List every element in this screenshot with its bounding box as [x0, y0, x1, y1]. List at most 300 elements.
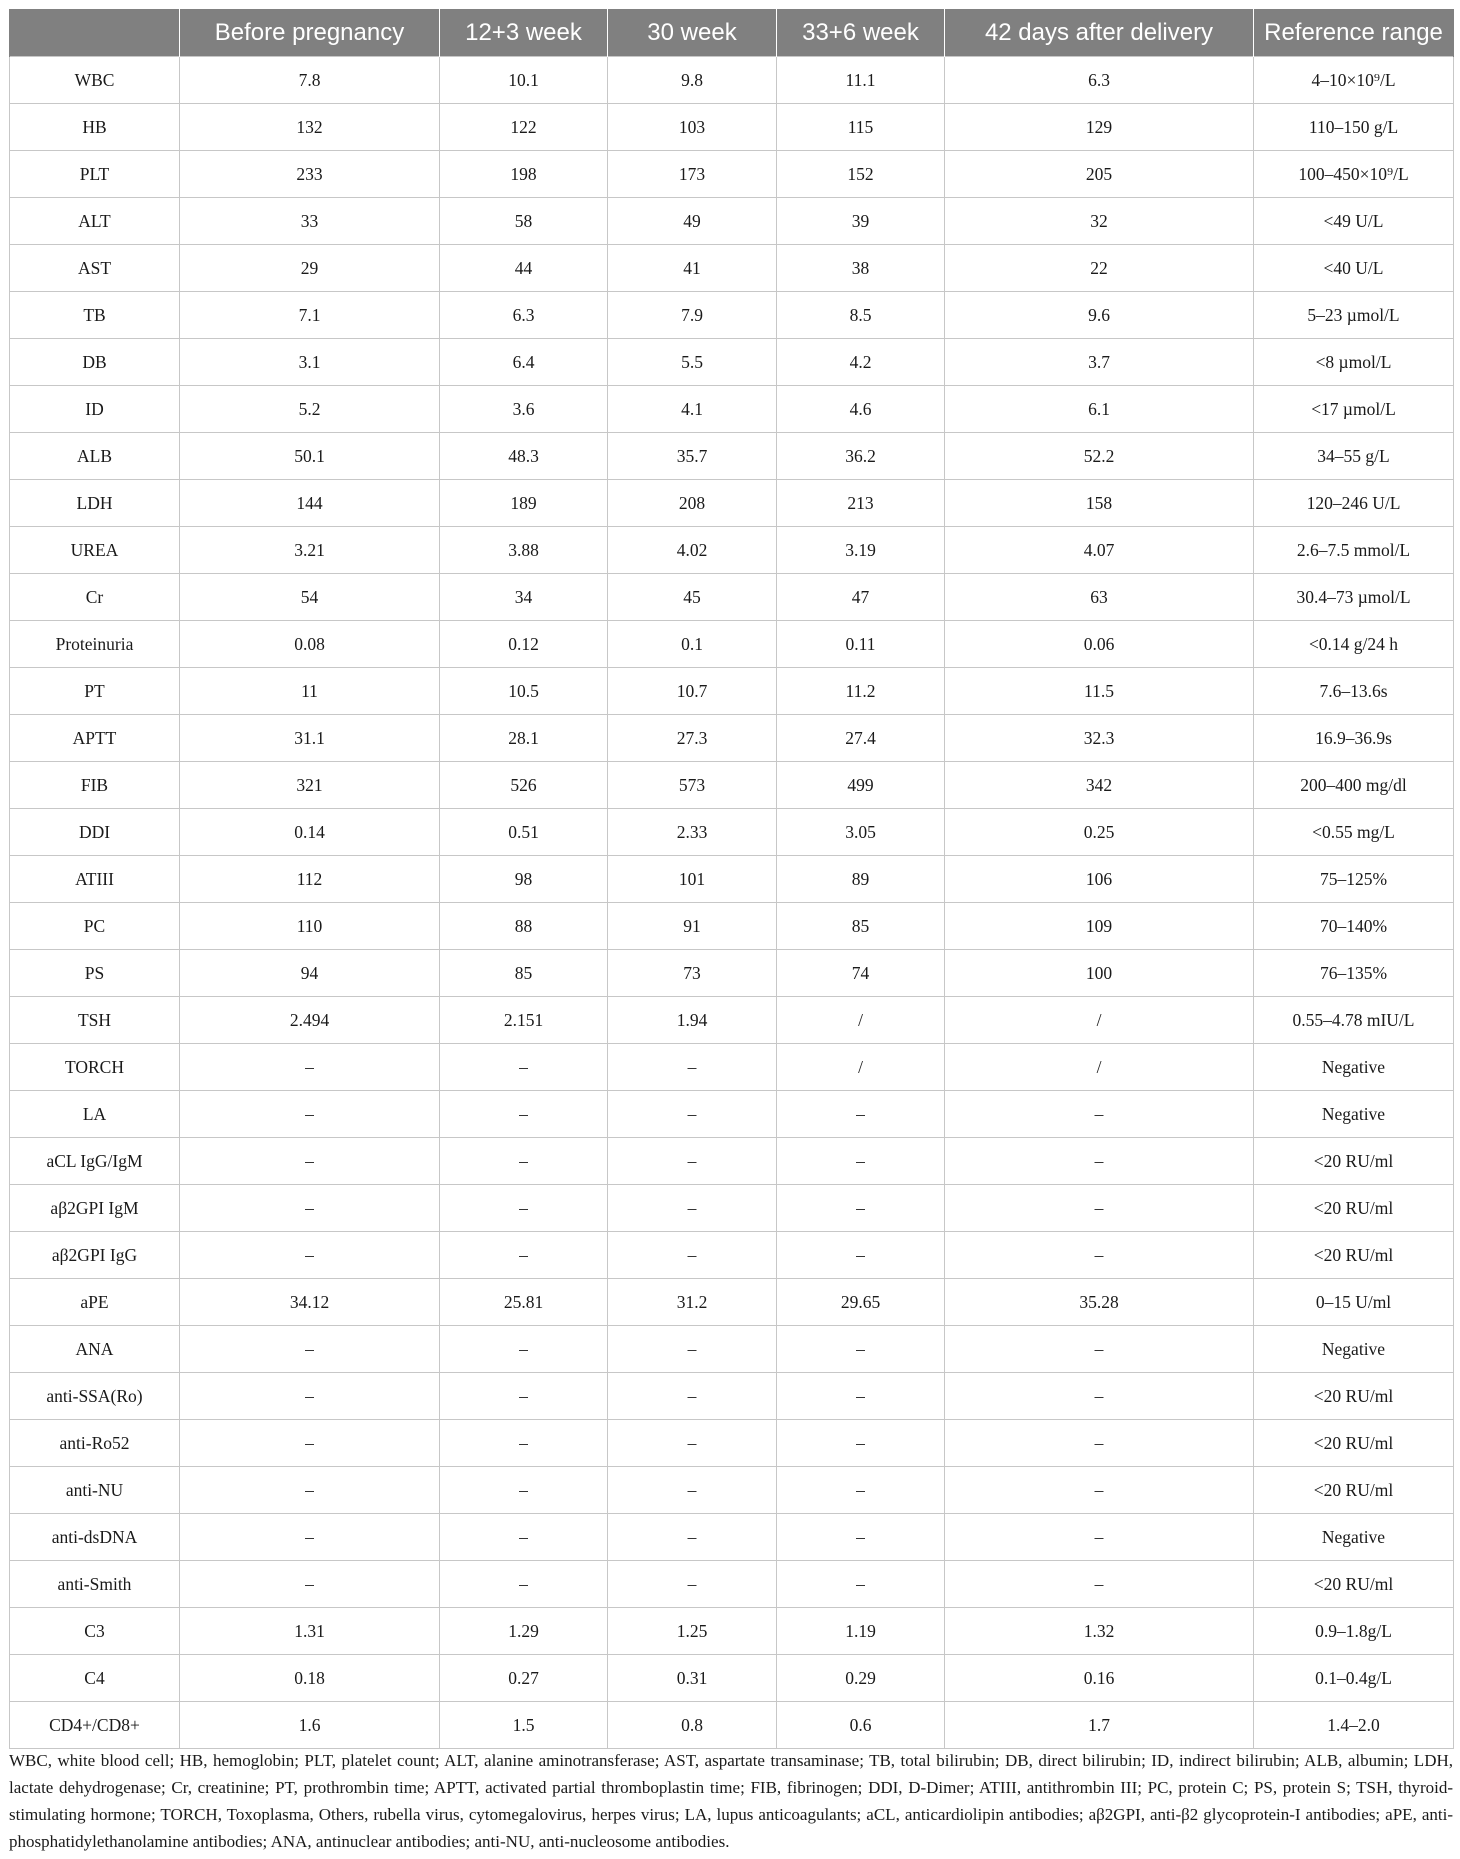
- table-row: [10, 1702, 1454, 1749]
- table-row: [10, 1514, 1454, 1561]
- value-cell: 4.07: [945, 527, 1254, 574]
- header-row: [10, 9, 1454, 57]
- value-cell: –: [777, 1326, 945, 1373]
- value-cell: 3.19: [777, 527, 945, 574]
- table-row: [10, 856, 1454, 903]
- value-cell: 103: [608, 104, 777, 151]
- reference-range-cell: 0.9–1.8g/L: [1254, 1608, 1454, 1655]
- value-cell: 89: [777, 856, 945, 903]
- table-row: [10, 1232, 1454, 1279]
- value-cell: –: [608, 1232, 777, 1279]
- row-label: Cr: [10, 574, 180, 621]
- table-row: [10, 903, 1454, 950]
- reference-range-cell: <20 RU/ml: [1254, 1138, 1454, 1185]
- reference-range-cell: 30.4–73 µmol/L: [1254, 574, 1454, 621]
- value-cell: 85: [777, 903, 945, 950]
- value-cell: –: [777, 1138, 945, 1185]
- value-cell: 33: [180, 198, 440, 245]
- value-cell: 25.81: [440, 1279, 608, 1326]
- value-cell: 0.08: [180, 621, 440, 668]
- value-cell: 1.6: [180, 1702, 440, 1749]
- table-body: [10, 57, 1454, 1749]
- value-cell: 0.8: [608, 1702, 777, 1749]
- value-cell: –: [777, 1420, 945, 1467]
- table-row: [10, 1138, 1454, 1185]
- reference-range-cell: <20 RU/ml: [1254, 1420, 1454, 1467]
- reference-range-cell: 200–400 mg/dl: [1254, 762, 1454, 809]
- value-cell: 4.1: [608, 386, 777, 433]
- column-header: 12+3 week: [440, 9, 608, 57]
- value-cell: –: [777, 1467, 945, 1514]
- row-label: anti-dsDNA: [10, 1514, 180, 1561]
- value-cell: 4.6: [777, 386, 945, 433]
- value-cell: 27.3: [608, 715, 777, 762]
- reference-range-cell: <49 U/L: [1254, 198, 1454, 245]
- value-cell: –: [180, 1373, 440, 1420]
- reference-range-cell: 0–15 U/ml: [1254, 1279, 1454, 1326]
- value-cell: /: [945, 997, 1254, 1044]
- value-cell: 63: [945, 574, 1254, 621]
- value-cell: –: [608, 1561, 777, 1608]
- row-label: ALB: [10, 433, 180, 480]
- table-row: [10, 1044, 1454, 1091]
- row-label: AST: [10, 245, 180, 292]
- value-cell: –: [608, 1420, 777, 1467]
- value-cell: 22: [945, 245, 1254, 292]
- value-cell: 0.06: [945, 621, 1254, 668]
- value-cell: 91: [608, 903, 777, 950]
- table-row: [10, 527, 1454, 574]
- value-cell: –: [440, 1091, 608, 1138]
- value-cell: –: [180, 1420, 440, 1467]
- value-cell: 129: [945, 104, 1254, 151]
- table-row: [10, 1326, 1454, 1373]
- value-cell: 0.29: [777, 1655, 945, 1702]
- value-cell: 35.7: [608, 433, 777, 480]
- value-cell: 10.5: [440, 668, 608, 715]
- table-row: [10, 433, 1454, 480]
- value-cell: –: [440, 1232, 608, 1279]
- table-row: [10, 386, 1454, 433]
- value-cell: 5.5: [608, 339, 777, 386]
- value-cell: –: [440, 1467, 608, 1514]
- reference-range-cell: <20 RU/ml: [1254, 1185, 1454, 1232]
- row-label: PS: [10, 950, 180, 997]
- table-row: [10, 198, 1454, 245]
- value-cell: –: [440, 1561, 608, 1608]
- value-cell: 7.1: [180, 292, 440, 339]
- value-cell: 36.2: [777, 433, 945, 480]
- column-header: [10, 9, 180, 57]
- value-cell: 6.4: [440, 339, 608, 386]
- reference-range-cell: <17 µmol/L: [1254, 386, 1454, 433]
- value-cell: –: [945, 1138, 1254, 1185]
- table-row: [10, 715, 1454, 762]
- table-row: [10, 997, 1454, 1044]
- value-cell: –: [945, 1467, 1254, 1514]
- row-label: ANA: [10, 1326, 180, 1373]
- value-cell: –: [440, 1373, 608, 1420]
- value-cell: 6.1: [945, 386, 1254, 433]
- value-cell: 58: [440, 198, 608, 245]
- reference-range-cell: 0.1–0.4g/L: [1254, 1655, 1454, 1702]
- row-label: C4: [10, 1655, 180, 1702]
- value-cell: 1.19: [777, 1608, 945, 1655]
- value-cell: –: [180, 1467, 440, 1514]
- table-header: [10, 9, 1454, 57]
- value-cell: 32: [945, 198, 1254, 245]
- value-cell: 132: [180, 104, 440, 151]
- value-cell: –: [608, 1373, 777, 1420]
- value-cell: 158: [945, 480, 1254, 527]
- row-label: TORCH: [10, 1044, 180, 1091]
- value-cell: –: [180, 1561, 440, 1608]
- column-header: Reference range: [1254, 9, 1454, 57]
- lab-results-table: [9, 9, 1454, 1749]
- value-cell: 7.8: [180, 57, 440, 104]
- reference-range-cell: 76–135%: [1254, 950, 1454, 997]
- row-label: PLT: [10, 151, 180, 198]
- value-cell: 1.25: [608, 1608, 777, 1655]
- value-cell: 1.32: [945, 1608, 1254, 1655]
- value-cell: 144: [180, 480, 440, 527]
- value-cell: 38: [777, 245, 945, 292]
- value-cell: 112: [180, 856, 440, 903]
- value-cell: 0.6: [777, 1702, 945, 1749]
- reference-range-cell: <20 RU/ml: [1254, 1467, 1454, 1514]
- row-label: ALT: [10, 198, 180, 245]
- value-cell: –: [945, 1561, 1254, 1608]
- value-cell: 0.11: [777, 621, 945, 668]
- value-cell: 45: [608, 574, 777, 621]
- reference-range-cell: 70–140%: [1254, 903, 1454, 950]
- reference-range-cell: 120–246 U/L: [1254, 480, 1454, 527]
- value-cell: 1.7: [945, 1702, 1254, 1749]
- value-cell: –: [777, 1091, 945, 1138]
- value-cell: 0.16: [945, 1655, 1254, 1702]
- table-row: [10, 1420, 1454, 1467]
- value-cell: –: [945, 1326, 1254, 1373]
- row-label: aCL IgG/IgM: [10, 1138, 180, 1185]
- reference-range-cell: <20 RU/ml: [1254, 1232, 1454, 1279]
- table-row: [10, 57, 1454, 104]
- value-cell: 10.7: [608, 668, 777, 715]
- value-cell: 0.1: [608, 621, 777, 668]
- value-cell: 198: [440, 151, 608, 198]
- value-cell: 321: [180, 762, 440, 809]
- value-cell: –: [608, 1138, 777, 1185]
- value-cell: 35.28: [945, 1279, 1254, 1326]
- value-cell: 0.12: [440, 621, 608, 668]
- value-cell: –: [608, 1185, 777, 1232]
- reference-range-cell: Negative: [1254, 1326, 1454, 1373]
- value-cell: –: [945, 1420, 1254, 1467]
- reference-range-cell: 16.9–36.9s: [1254, 715, 1454, 762]
- value-cell: 11: [180, 668, 440, 715]
- table-row: [10, 1373, 1454, 1420]
- value-cell: –: [945, 1514, 1254, 1561]
- row-label: anti-NU: [10, 1467, 180, 1514]
- value-cell: 110: [180, 903, 440, 950]
- value-cell: –: [180, 1326, 440, 1373]
- value-cell: –: [440, 1185, 608, 1232]
- value-cell: 100: [945, 950, 1254, 997]
- table-row: [10, 104, 1454, 151]
- table-row: [10, 621, 1454, 668]
- value-cell: –: [608, 1467, 777, 1514]
- row-label: CD4+/CD8+: [10, 1702, 180, 1749]
- row-label: aβ2GPI IgG: [10, 1232, 180, 1279]
- value-cell: 0.25: [945, 809, 1254, 856]
- reference-range-cell: <0.55 mg/L: [1254, 809, 1454, 856]
- reference-range-cell: 5–23 µmol/L: [1254, 292, 1454, 339]
- value-cell: 499: [777, 762, 945, 809]
- row-label: WBC: [10, 57, 180, 104]
- value-cell: 5.2: [180, 386, 440, 433]
- value-cell: 2.33: [608, 809, 777, 856]
- value-cell: 44: [440, 245, 608, 292]
- value-cell: 11.5: [945, 668, 1254, 715]
- reference-range-cell: 0.55–4.78 mIU/L: [1254, 997, 1454, 1044]
- row-label: LDH: [10, 480, 180, 527]
- row-label: LA: [10, 1091, 180, 1138]
- value-cell: –: [440, 1514, 608, 1561]
- value-cell: 208: [608, 480, 777, 527]
- value-cell: 48.3: [440, 433, 608, 480]
- value-cell: 8.5: [777, 292, 945, 339]
- value-cell: 27.4: [777, 715, 945, 762]
- table-row: [10, 151, 1454, 198]
- value-cell: –: [945, 1091, 1254, 1138]
- value-cell: 101: [608, 856, 777, 903]
- value-cell: 54: [180, 574, 440, 621]
- table-row: [10, 245, 1454, 292]
- value-cell: 526: [440, 762, 608, 809]
- value-cell: 98: [440, 856, 608, 903]
- value-cell: 213: [777, 480, 945, 527]
- value-cell: 47: [777, 574, 945, 621]
- value-cell: /: [777, 997, 945, 1044]
- value-cell: 28.1: [440, 715, 608, 762]
- row-label: PC: [10, 903, 180, 950]
- value-cell: 173: [608, 151, 777, 198]
- value-cell: 29: [180, 245, 440, 292]
- value-cell: –: [777, 1561, 945, 1608]
- value-cell: 115: [777, 104, 945, 151]
- table-row: [10, 950, 1454, 997]
- value-cell: –: [945, 1373, 1254, 1420]
- value-cell: –: [777, 1232, 945, 1279]
- table-row: [10, 1608, 1454, 1655]
- value-cell: –: [440, 1044, 608, 1091]
- value-cell: 3.05: [777, 809, 945, 856]
- value-cell: –: [777, 1514, 945, 1561]
- row-label: APTT: [10, 715, 180, 762]
- reference-range-cell: <0.14 g/24 h: [1254, 621, 1454, 668]
- value-cell: –: [945, 1232, 1254, 1279]
- value-cell: –: [180, 1514, 440, 1561]
- value-cell: 31.2: [608, 1279, 777, 1326]
- row-label: Proteinuria: [10, 621, 180, 668]
- row-label: DDI: [10, 809, 180, 856]
- row-label: aPE: [10, 1279, 180, 1326]
- value-cell: 0.51: [440, 809, 608, 856]
- row-label: C3: [10, 1608, 180, 1655]
- reference-range-cell: 7.6–13.6s: [1254, 668, 1454, 715]
- row-label: anti-Smith: [10, 1561, 180, 1608]
- value-cell: 342: [945, 762, 1254, 809]
- value-cell: 34: [440, 574, 608, 621]
- value-cell: –: [440, 1420, 608, 1467]
- reference-range-cell: 1.4–2.0: [1254, 1702, 1454, 1749]
- value-cell: 3.6: [440, 386, 608, 433]
- value-cell: 233: [180, 151, 440, 198]
- value-cell: 0.14: [180, 809, 440, 856]
- value-cell: –: [777, 1185, 945, 1232]
- value-cell: –: [608, 1044, 777, 1091]
- value-cell: –: [945, 1185, 1254, 1232]
- value-cell: 2.151: [440, 997, 608, 1044]
- reference-range-cell: <20 RU/ml: [1254, 1561, 1454, 1608]
- column-header: 30 week: [608, 9, 777, 57]
- value-cell: 122: [440, 104, 608, 151]
- value-cell: 94: [180, 950, 440, 997]
- value-cell: 10.1: [440, 57, 608, 104]
- value-cell: 189: [440, 480, 608, 527]
- value-cell: 1.94: [608, 997, 777, 1044]
- value-cell: 152: [777, 151, 945, 198]
- value-cell: –: [440, 1138, 608, 1185]
- reference-range-cell: Negative: [1254, 1044, 1454, 1091]
- value-cell: 88: [440, 903, 608, 950]
- value-cell: 73: [608, 950, 777, 997]
- value-cell: 9.8: [608, 57, 777, 104]
- value-cell: 4.02: [608, 527, 777, 574]
- column-header: 42 days after delivery: [945, 9, 1254, 57]
- reference-range-cell: 75–125%: [1254, 856, 1454, 903]
- row-label: anti-Ro52: [10, 1420, 180, 1467]
- value-cell: –: [180, 1044, 440, 1091]
- value-cell: 2.494: [180, 997, 440, 1044]
- value-cell: –: [608, 1326, 777, 1373]
- value-cell: 31.1: [180, 715, 440, 762]
- value-cell: –: [180, 1091, 440, 1138]
- row-label: PT: [10, 668, 180, 715]
- value-cell: –: [440, 1326, 608, 1373]
- value-cell: 50.1: [180, 433, 440, 480]
- reference-range-cell: Negative: [1254, 1514, 1454, 1561]
- table-footnote: WBC, white blood cell; HB, hemoglobin; PLT, platelet count; ALT, alanine aminotransferase; AST, aspartate transaminase; TB, total bilirubin; DB, direct bilirubin; ID, indirect bilirubin; ALB, albumin; LDH, lactate dehydrogenase; Cr, creatinine; PT, prothrombin time; APTT, activated partial thromboplastin time; FIB, fibrinogen; DDI, D-Dimer; ATIII, antithrombin III; PC, protein C; PS, protein S; TSH, thyroid-stimulating hormone; TORCH, Toxoplasma, Others, rubella virus, cytomegalovirus, herpes virus; LA, lupus anticoagulants; aCL, anticardiolipin antibodies; aβ2GPI, anti-β2 glycoprotein-I antibodies; aPE, anti-phosphatidylethanolamine antibodies; ANA, antinuclear antibodies; anti-NU, anti-nucleosome antibodies.: [9, 1751, 1453, 1851]
- value-cell: 32.3: [945, 715, 1254, 762]
- value-cell: –: [608, 1091, 777, 1138]
- value-cell: 3.7: [945, 339, 1254, 386]
- reference-range-cell: <8 µmol/L: [1254, 339, 1454, 386]
- value-cell: 74: [777, 950, 945, 997]
- value-cell: 573: [608, 762, 777, 809]
- reference-range-cell: 2.6–7.5 mmol/L: [1254, 527, 1454, 574]
- value-cell: –: [777, 1373, 945, 1420]
- value-cell: 39: [777, 198, 945, 245]
- value-cell: 205: [945, 151, 1254, 198]
- row-label: HB: [10, 104, 180, 151]
- value-cell: 3.88: [440, 527, 608, 574]
- reference-range-cell: 4–10×10⁹/L: [1254, 57, 1454, 104]
- value-cell: 0.27: [440, 1655, 608, 1702]
- reference-range-cell: <20 RU/ml: [1254, 1373, 1454, 1420]
- row-label: anti-SSA(Ro): [10, 1373, 180, 1420]
- table-row: [10, 1091, 1454, 1138]
- table-row: [10, 339, 1454, 386]
- row-label: ID: [10, 386, 180, 433]
- table-row: [10, 292, 1454, 339]
- value-cell: 29.65: [777, 1279, 945, 1326]
- value-cell: 109: [945, 903, 1254, 950]
- row-label: TSH: [10, 997, 180, 1044]
- value-cell: 1.31: [180, 1608, 440, 1655]
- value-cell: 85: [440, 950, 608, 997]
- row-label: UREA: [10, 527, 180, 574]
- value-cell: 52.2: [945, 433, 1254, 480]
- table-row: [10, 1655, 1454, 1702]
- column-header: Before pregnancy: [180, 9, 440, 57]
- reference-range-cell: 110–150 g/L: [1254, 104, 1454, 151]
- value-cell: 41: [608, 245, 777, 292]
- value-cell: –: [608, 1514, 777, 1561]
- value-cell: 1.5: [440, 1702, 608, 1749]
- reference-range-cell: 34–55 g/L: [1254, 433, 1454, 480]
- row-label: ATIII: [10, 856, 180, 903]
- row-label: DB: [10, 339, 180, 386]
- value-cell: 7.9: [608, 292, 777, 339]
- row-label: aβ2GPI IgM: [10, 1185, 180, 1232]
- value-cell: 3.21: [180, 527, 440, 574]
- value-cell: 6.3: [945, 57, 1254, 104]
- table-row: [10, 809, 1454, 856]
- value-cell: 0.31: [608, 1655, 777, 1702]
- value-cell: –: [180, 1138, 440, 1185]
- value-cell: 106: [945, 856, 1254, 903]
- table-row: [10, 480, 1454, 527]
- value-cell: –: [180, 1185, 440, 1232]
- value-cell: 49: [608, 198, 777, 245]
- table-row: [10, 668, 1454, 715]
- reference-range-cell: <40 U/L: [1254, 245, 1454, 292]
- value-cell: 34.12: [180, 1279, 440, 1326]
- value-cell: 4.2: [777, 339, 945, 386]
- row-label: FIB: [10, 762, 180, 809]
- table-row: [10, 762, 1454, 809]
- value-cell: 3.1: [180, 339, 440, 386]
- value-cell: /: [945, 1044, 1254, 1091]
- value-cell: 1.29: [440, 1608, 608, 1655]
- row-label: TB: [10, 292, 180, 339]
- table-row: [10, 1279, 1454, 1326]
- table-row: [10, 1185, 1454, 1232]
- table-row: [10, 574, 1454, 621]
- table-row: [10, 1561, 1454, 1608]
- reference-range-cell: Negative: [1254, 1091, 1454, 1138]
- value-cell: 6.3: [440, 292, 608, 339]
- value-cell: 9.6: [945, 292, 1254, 339]
- value-cell: 11.1: [777, 57, 945, 104]
- value-cell: –: [180, 1232, 440, 1279]
- reference-range-cell: 100–450×10⁹/L: [1254, 151, 1454, 198]
- table-row: [10, 1467, 1454, 1514]
- value-cell: 0.18: [180, 1655, 440, 1702]
- column-header: 33+6 week: [777, 9, 945, 57]
- value-cell: 11.2: [777, 668, 945, 715]
- value-cell: /: [777, 1044, 945, 1091]
